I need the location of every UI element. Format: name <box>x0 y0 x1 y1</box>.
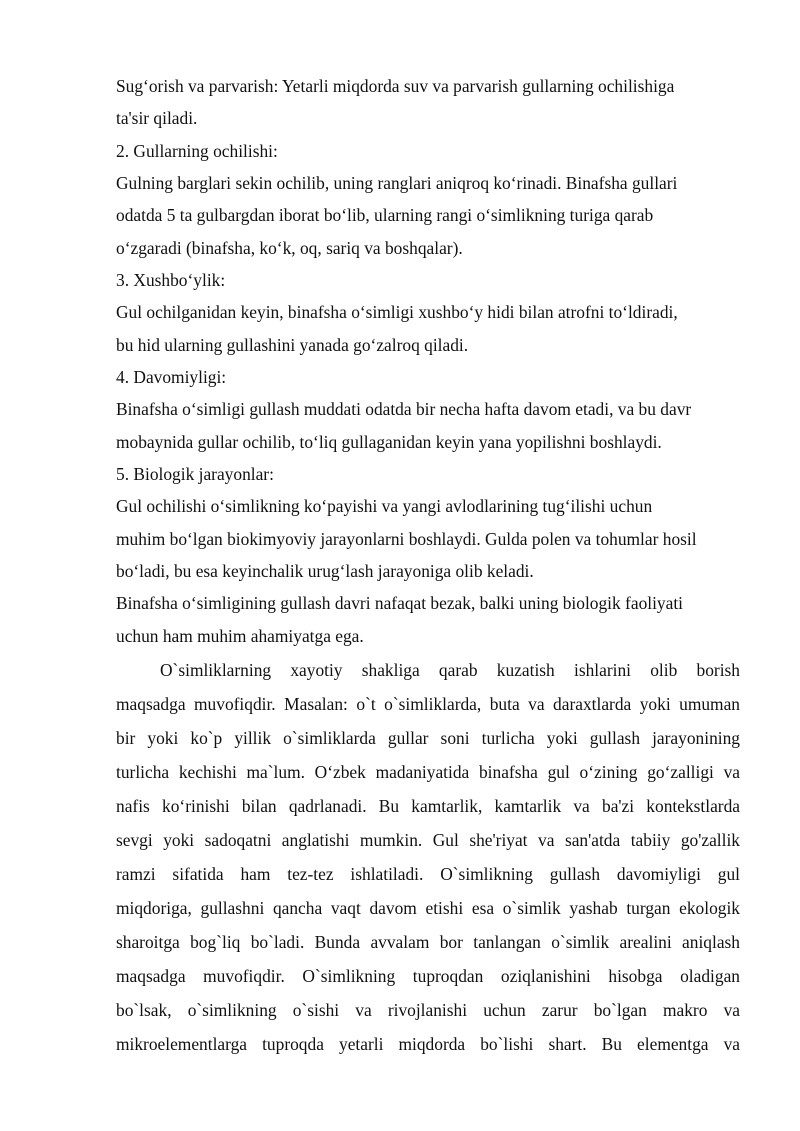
text-line: uchun ham muhim ahamiyatga ega. <box>116 626 364 646</box>
paragraph-line: bir yoki ko`p yillik o`simliklarda gullar soni turlicha yoki gullash jarayonining <box>116 728 740 748</box>
paragraph-line: turlicha kechishi ma`lum. O‘zbek madaniyatida binafsha gul o‘zining go‘zalligi va <box>116 762 740 782</box>
paragraph-line: O`simliklarning xayotiy shakliga qarab kuzatish ishlarini olib borish <box>160 660 740 680</box>
text-line: bo‘ladi, bu esa keyinchalik urug‘lash jarayoniga olib keladi. <box>116 561 534 581</box>
paragraph-line: sharoitga bog`liq bo`ladi. Bunda avvalam bor tanlangan o`simlik arealini aniqlash <box>116 932 740 952</box>
text-line: odatda 5 ta gulbargdan iborat bo‘lib, ularning rangi o‘simlikning turiga qarab <box>116 205 654 225</box>
paragraph-line: maqsadga muvofiqdir. O`simlikning tuproqdan oziqlanishini hisobga oladigan <box>116 966 740 986</box>
text-line: Gulning barglari sekin ochilib, uning ranglari aniqroq ko‘rinadi. Binafsha gullari <box>116 173 678 193</box>
text-line: Binafsha o‘simligi gullash muddati odatda bir necha hafta davom etadi, va bu davr <box>116 399 692 419</box>
text-line: muhim bo‘lgan biokimyoviy jarayonlarni boshlaydi. Gulda polen va tohumlar hosil <box>116 529 697 549</box>
paragraph-line: ramzi sifatida ham tez-tez ishlatiladi. O`simlikning gullash davomiyligi gul <box>116 864 740 884</box>
paragraph-line: nafis ko‘rinishi bilan qadrlanadi. Bu kamtarlik, kamtarlik va ba'zi kontekstlarda <box>116 796 740 816</box>
text-line: Binafsha o‘simligining gullash davri nafaqat bezak, balki uning biologik faoliyati <box>116 593 684 613</box>
text-line: mobaynida gullar ochilib, to‘liq gullaganidan keyin yana yopilishni boshlaydi. <box>116 432 662 452</box>
text-line: Sug‘orish va parvarish: Yetarli miqdorda suv va parvarish gullarning ochilishiga <box>116 76 675 96</box>
section-heading: 4. Davomiyligi: <box>116 367 227 387</box>
text-line: Gul ochilganidan keyin, binafsha o‘simligi xushbo‘y hidi bilan atrofni to‘ldiradi, <box>116 302 678 322</box>
paragraph-line: miqdoriga, gullashni qancha vaqt davom etishi esa o`simlik yashab turgan ekologik <box>116 898 740 918</box>
text-line: Gul ochilishi o‘simlikning ko‘payishi va yangi avlodlarining tug‘ilishi uchun <box>116 496 653 516</box>
text-line: o‘zgaradi (binafsha, ko‘k, oq, sariq va boshqalar). <box>116 238 463 258</box>
paragraph-line: maqsadga muvofiqdir. Masalan: o`t o`simliklarda, buta va daraxtlarda yoki umuman <box>116 694 740 714</box>
section-heading: 3. Xushbo‘ylik: <box>116 270 226 290</box>
section-heading: 2. Gullarning ochilishi: <box>116 141 278 161</box>
text-line: ta'sir qiladi. <box>116 108 198 128</box>
text-line: bu hid ularning gullashini yanada go‘zalroq qiladi. <box>116 335 469 355</box>
paragraph-line: mikroelementlarga tuproqda yetarli miqdorda bo`lishi shart. Bu elementga va <box>116 1034 740 1054</box>
paragraph-line: sevgi yoki sadoqatni anglatishi mumkin. Gul she'riyat va san'atda tabiiy go'zallik <box>116 830 740 850</box>
section-heading: 5. Biologik jarayonlar: <box>116 464 274 484</box>
paragraph-line: bo`lsak, o`simlikning o`sishi va rivojlanishi uchun zarur bo`lgan makro va <box>116 1000 740 1020</box>
